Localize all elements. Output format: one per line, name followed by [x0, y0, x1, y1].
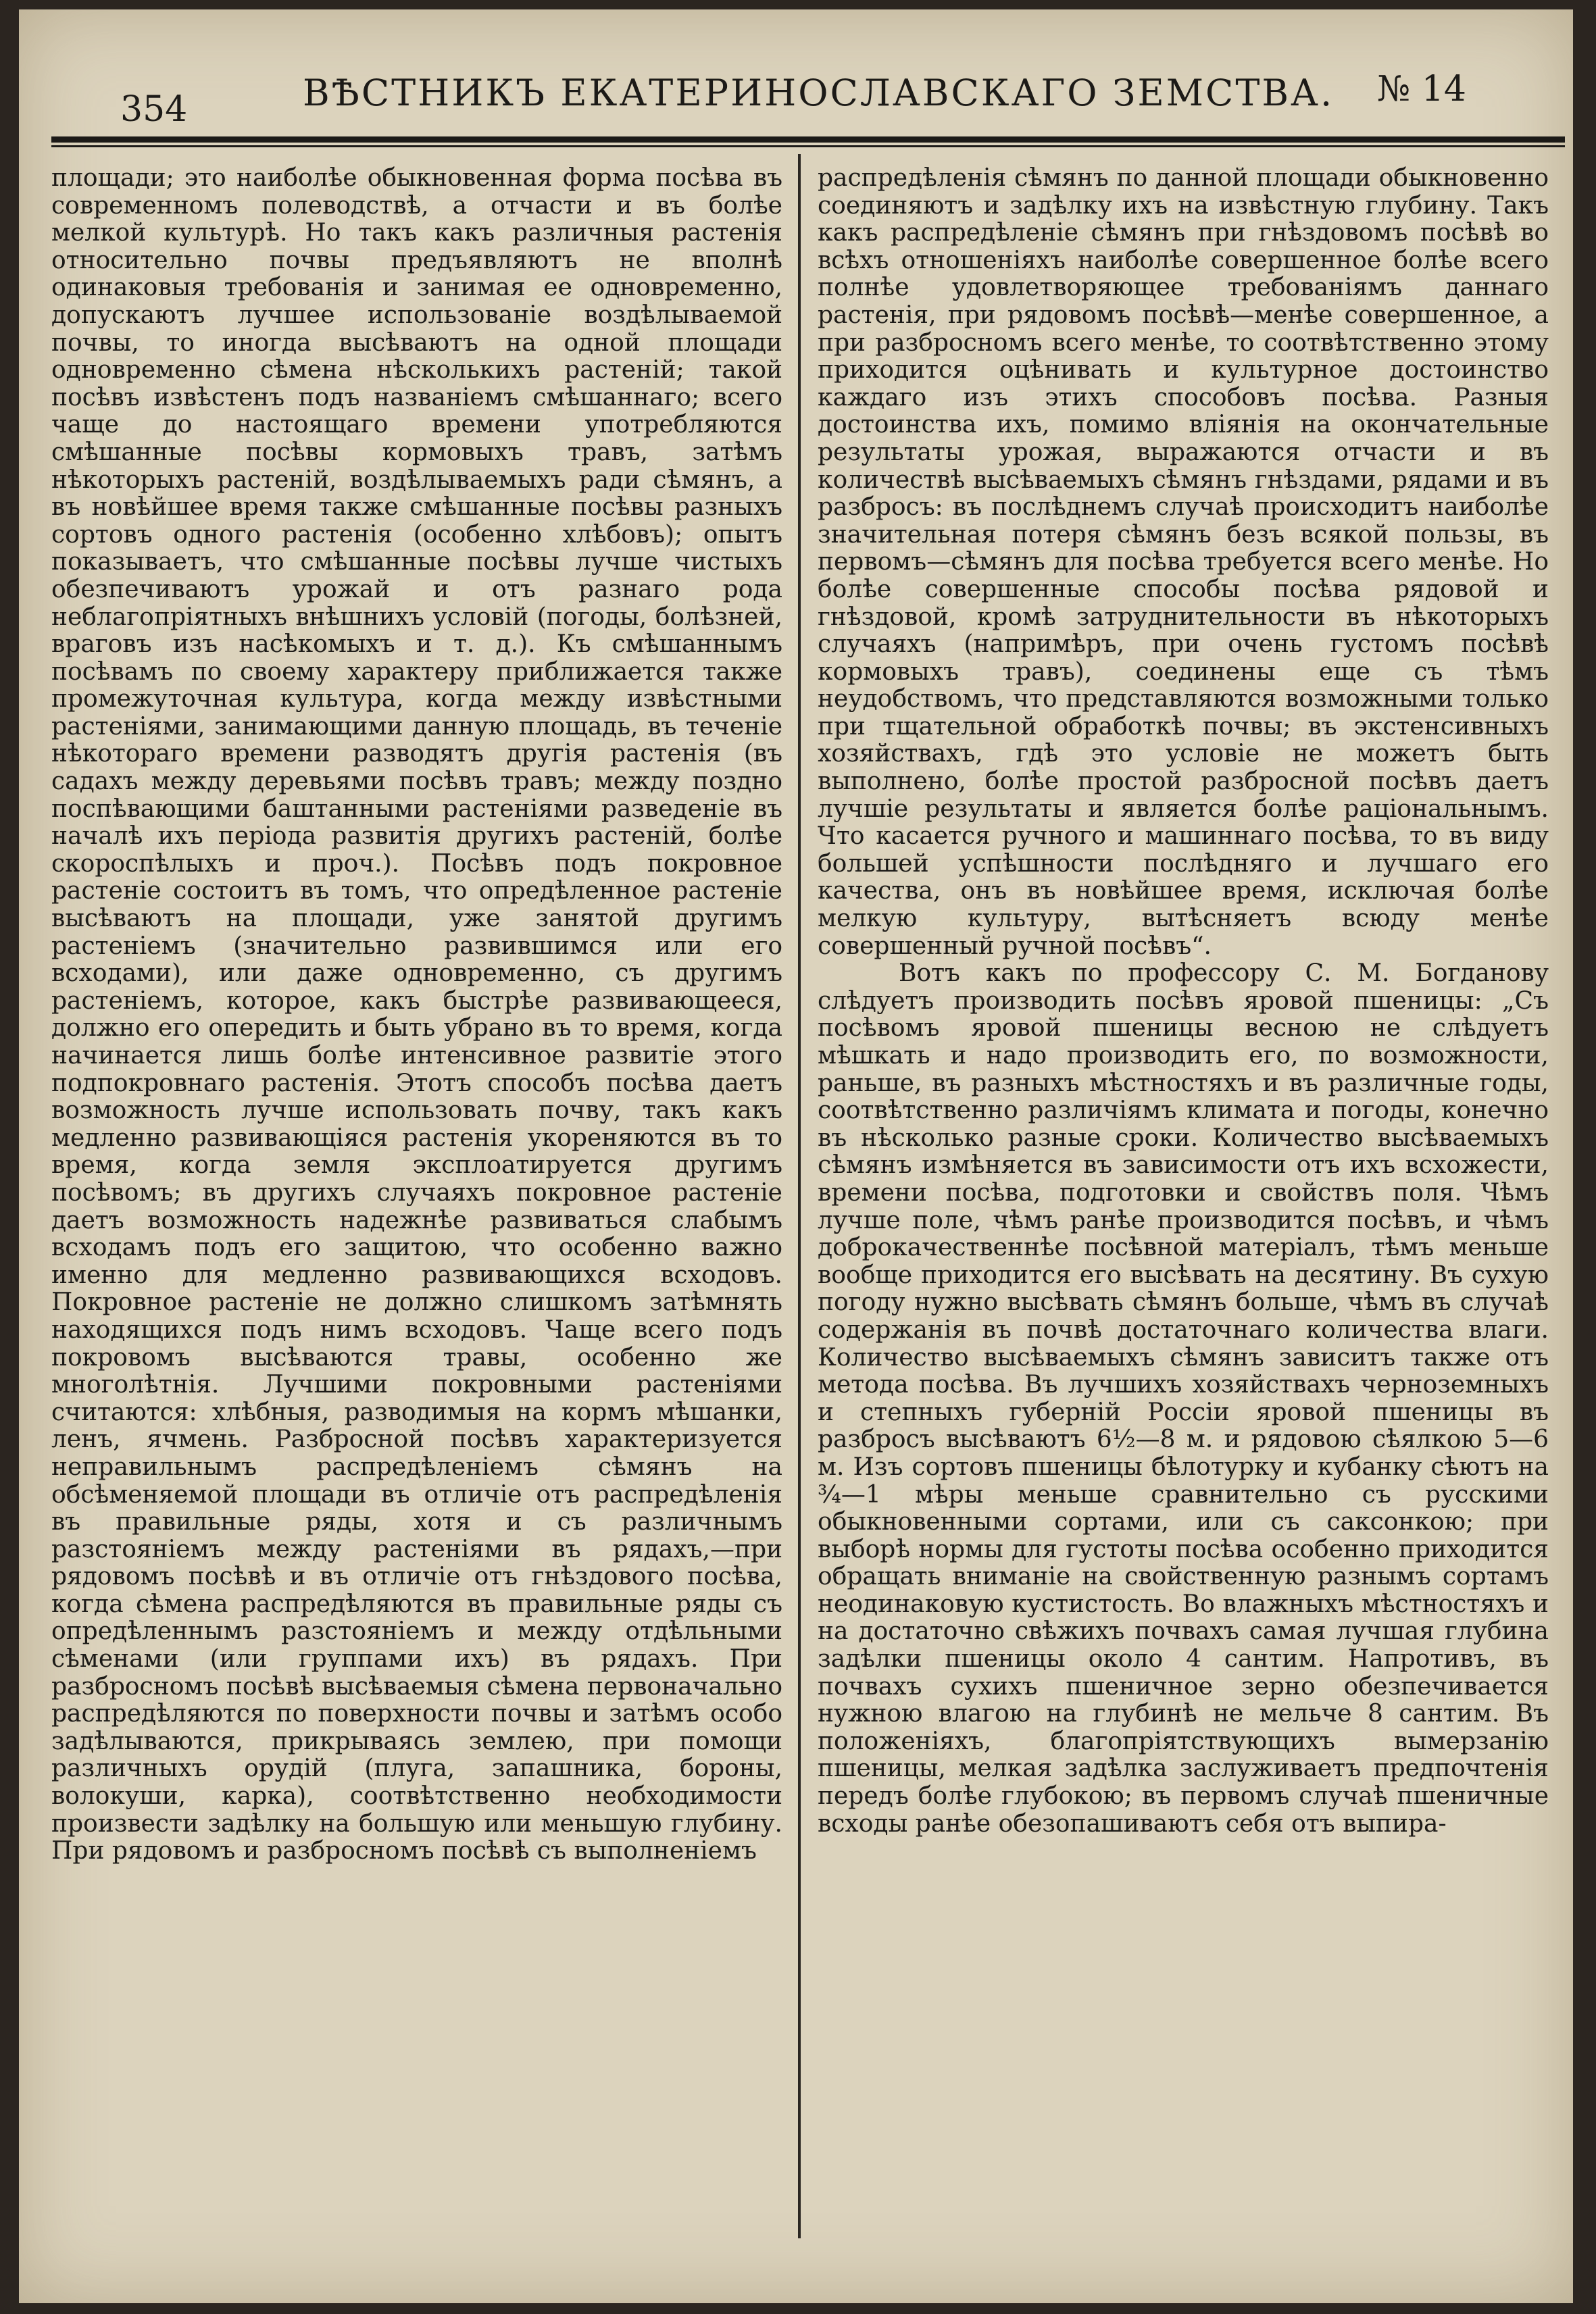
- left-column-paragraph-1: площади; это наиболѣе обыкновенная форма посѣва въ современномъ полеводствѣ, а отчасти и въ болѣе мелкой культурѣ. Но такъ какъ различныя растенія относительно почвы предъявляютъ не вполнѣ одинаковыя требованія и занимая ее одновременно, допускаютъ лучшее использованіе воздѣлываемой почвы, то иногда высѣваютъ на одной площади одновременно сѣмена нѣсколькихъ растеній; такой посѣвъ извѣстенъ подъ названіемъ смѣшаннаго; всего чаще до настоящаго времени употребляются смѣшанные посѣвы кормовыхъ травъ, затѣмъ нѣкоторыхъ растеній, воздѣлываемыхъ ради сѣмянъ, а въ новѣйшее время также смѣшанные посѣвы разныхъ сортовъ одного растенія (особенно хлѣбовъ); опытъ показываетъ, что смѣшанные посѣвы лучше чистыхъ обезпечиваютъ урожай и отъ разнаго рода неблагопріятныхъ внѣшнихъ условій (погоды, болѣзней, враговъ изъ насѣкомыхъ и т. д.). Къ смѣшаннымъ посѣвамъ по своему характеру приближается также промежуточная культура, когда между извѣстными растеніями, занимающими данную площадь, въ теченіе нѣкотораго времени разводятъ другія растенія (въ садахъ между деревьями посѣвъ травъ; между поздно поспѣвающими баштанными растеніями разведеніе въ началѣ ихъ періода развитія другихъ растеній, болѣе скороспѣлыхъ и проч.). Посѣвъ подъ покровное растеніе состоитъ въ томъ, что опредѣленное растеніе высѣваютъ на площади, уже занятой другимъ растеніемъ (значительно развившимся или его всходами), или даже одновременно, съ другимъ растеніемъ, которое, какъ быстрѣе развивающееся, должно его опередить и быть убрано въ то время, когда начинается лишь болѣе интенсивное развитіе этого подпокровнаго растенія. Этотъ способъ посѣва даетъ возможность лучше использовать почву, такъ какъ медленно развивающіяся растенія укореняются въ то время, когда земля эксплоатируется другимъ посѣвомъ; въ другихъ случаяхъ покровное растеніе даетъ возможность надежнѣе развиваться слабымъ всходамъ подъ его защитою, что особенно важно именно для медленно развивающихся всходовъ. Покровное растеніе не должно слишкомъ затѣмнять находящихся подъ нимъ всходовъ. Чаще всего подъ покровомъ высѣваются травы, особенно же многолѣтнія. Лучшими покровными растеніями считаются: хлѣбныя, разводимыя на кормъ мѣшанки, ленъ, ячмень. Разбросной посѣвъ характеризуется неправильнымъ распредѣленіемъ сѣмянъ на обсѣменяемой площади въ отличіе отъ распредѣленія въ правильные ряды, хотя и съ различнымъ разстояніемъ между растеніями въ рядахъ,—при рядовомъ посѣвѣ и въ отличіе отъ гнѣздового посѣва, когда сѣмена распредѣляются въ правильные ряды съ опредѣленнымъ разстояніемъ и между отдѣльными сѣменами (или группами ихъ) въ рядахъ. При разбросномъ посѣвѣ высѣваемыя сѣмена первоначально распредѣляются по поверхности почвы и затѣмъ особо задѣлываются, прикрываясь землею, при помощи различныхъ орудій (плуга, запашника, бороны, волокуши, карка), соотвѣтственно необходимости произвести задѣлку на большую или меньшую глубину. При рядовомъ и разбросномъ посѣвѣ съ выполненіемъ: [51, 165, 782, 1865]
- column-divider: [798, 154, 801, 2238]
- header-rule-thin: [51, 145, 1565, 147]
- journal-page: [19, 9, 1573, 2303]
- page-number: 354: [120, 89, 188, 130]
- left-column: [51, 165, 782, 2246]
- journal-title: ВѢСТНИКЪ ЕКАТЕРИНОСЛАВСКАГО ЗЕМСТВА.: [303, 72, 1335, 114]
- right-column: [818, 165, 1549, 2246]
- page-header: [19, 9, 1573, 145]
- issue-number: № 14: [1377, 69, 1466, 109]
- header-rule-thick: [51, 136, 1565, 143]
- right-column-paragraph-2: Вотъ какъ по профессору С. М. Богданову слѣдуетъ производить посѣвъ яровой пшеницы: „Съ посѣвомъ яровой пшеницы весною не слѣдуетъ мѣшкать и надо производить его, по возможности, раньше, въ разныхъ мѣстностяхъ и въ различные годы, соотвѣтственно различіямъ климата и погоды, конечно въ нѣсколько разные сроки. Количество высѣваемыхъ сѣмянъ измѣняется въ зависимости отъ ихъ всхожести, времени посѣва, подготовки и свойствъ поля. Чѣмъ лучше поле, чѣмъ ранѣе производится посѣвъ, и чѣмъ доброкачественнѣе посѣвной матеріалъ, тѣмъ меньше вообще приходится его высѣвать на десятину. Въ сухую погоду нужно высѣвать сѣмянъ больше, чѣмъ въ случаѣ содержанія въ почвѣ достаточнаго количества влаги. Количество высѣваемыхъ сѣмянъ зависитъ также отъ метода посѣва. Въ лучшихъ хозяйствахъ черноземныхъ и степныхъ губерній Россіи яровой пшеницы въ разбросъ высѣваютъ 6½—8 м. и рядовою сѣялкою 5—6 м. Изъ сортовъ пшеницы бѣлотурку и кубанку сѣютъ на ¾—1 мѣры меньше сравнительно съ русскими обыкновенными сортами, или съ саксонкою; при выборѣ нормы для густоты посѣва особенно приходится обращать вниманіе на свойственную разнымъ сортамъ неодинаковую кустистость. Во влажныхъ мѣстностяхъ и на достаточно свѣжихъ почвахъ самая лучшая глубина задѣлки пшеницы около 4 сантим. Напротивъ, въ почвахъ сухихъ пшеничное зерно обезпечивается нужною влагою на глубинѣ не мельче 8 сантим. Въ положеніяхъ, благопріятствующихъ вымерзанію пшеницы, мелкая задѣлка заслуживаетъ предпочтенія передъ болѣе глубокою; въ первомъ случаѣ пшеничные всходы ранѣе обезопашиваютъ себя отъ выпира-: [818, 959, 1549, 1838]
- right-column-paragraph-1: распредѣленія сѣмянъ по данной площади обыкновенно соединяютъ и задѣлку ихъ на извѣстную глубину. Такъ какъ распредѣленіе сѣмянъ при гнѣздовомъ посѣвѣ во всѣхъ отношеніяхъ наиболѣе совершенное болѣе всего полнѣе удовлетворяющее требованіямъ даннаго растенія, при рядовомъ посѣвѣ—менѣе совершенное, а при разбросномъ всего менѣе, то соотвѣтственно этому приходится оцѣнивать и культурное достоинство каждаго изъ этихъ способовъ посѣва. Разныя достоинства ихъ, помимо вліянія на окончательные результаты урожая, выражаются отчасти и въ количествѣ высѣваемыхъ сѣмянъ гнѣздами, рядами и въ разбросъ: въ послѣднемъ случаѣ происходитъ наиболѣе значительная потеря сѣмянъ безъ всякой пользы, въ первомъ—сѣмянъ для посѣва требуется всего менѣе. Но болѣе совершенные способы посѣва рядовой и гнѣздовой, кромѣ затруднительности въ нѣкоторыхъ случаяхъ (напримѣръ, при очень густомъ посѣвѣ кормовыхъ травъ), соединены еще съ тѣмъ неудобствомъ, что представляются возможными только при тщательной обработкѣ почвы; въ экстенсивныхъ хозяйствахъ, гдѣ это условіе не можетъ быть выполнено, болѣе простой разбросной посѣвъ даетъ лучшіе результаты и является болѣе раціональнымъ. Что касается ручного и машиннаго посѣва, то въ виду большей успѣшности послѣдняго и лучшаго его качества, онъ въ новѣйшее время, исключая болѣе мелкую культуру, вытѣсняетъ всюду менѣе совершенный ручной посѣвъ“.: [818, 165, 1549, 960]
